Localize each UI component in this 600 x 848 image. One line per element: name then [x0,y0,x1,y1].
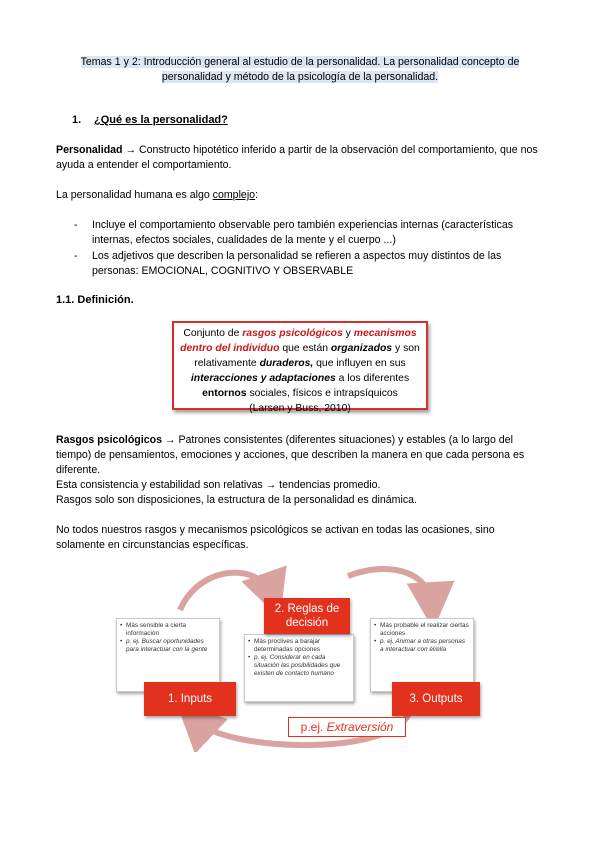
complex-suffix: : [255,189,259,201]
card-line: • Más sensible a cierta información [120,622,216,638]
section-1-title: ¿Qué es la personalidad? [94,114,228,126]
section-1-heading [72,114,228,126]
personalidad-term: Personalidad [56,144,123,156]
card-line: • p. ej. Considerar en cada situación las posibilidades que existen de contacto humano [248,654,350,678]
list-item [56,218,546,248]
closing-paragraph: No todos nuestros rasgos y mecanismos psicológicos se activan en todas las ocasiones, sino solamente en circunstancias específicas. [56,524,495,551]
inputs-label-box: 1. Inputs [144,682,236,716]
def-part: y son relativamente [194,343,420,369]
def-part: y [342,328,354,339]
def-part: que influyen en sus [313,358,406,369]
personalidad-definition [56,143,546,173]
outputs-card [370,618,474,692]
list-item [56,249,546,279]
def-highlight: rasgos psicológicos [242,328,343,339]
rasgos-term: Rasgos psicológicos [56,434,162,446]
section-1-1-heading: 1.1. Definición. [56,294,134,306]
bullet-dash: - [74,250,78,262]
def-emphasis: duraderos, [259,358,314,369]
arrow-top-right [348,569,432,606]
def-part: a los diferentes [335,373,410,384]
complex-prefix: La personalidad humana es algo [56,189,213,201]
arrow-top-left [180,573,272,610]
personalidad-text: → Constructo hipotético inferido a partir de la observación del comportamiento, que nos ayuda a entender el comportamiento. [56,144,538,171]
def-highlight: mecanismos dentro del individuo [180,328,417,354]
bullet-text: Incluye el comportamiento observable pero también experiencias internas (características internas, efectos sociales, cualidades de la mente y el cuerpo ...) [92,219,514,246]
personality-bullets [56,218,546,280]
section-1-number: 1. [72,114,82,126]
rasgos-text: → Patrones consistentes (diferentes situaciones) y estables (a lo largo del tiempo) de pensamientos, emociones y acciones, que describen la manera en que cada persona es diferente. [56,434,525,476]
bullet-text: Los adjetivos que describen la personalidad se refieren a aspectos muy distintos de las personas: EMOCIONAL, COGNITIVO Y OBSERVABLE [92,250,502,277]
def-emphasis: interacciones y adaptaciones [190,373,336,384]
def-part: Conjunto de [183,328,243,339]
def-emphasis: organizados [330,343,393,354]
complex-word: complejo [212,189,256,201]
outputs-label-box: 3. Outputs [392,682,480,716]
example-prefix: p.ej. [300,720,327,734]
card-line: • Más probable el realizar ciertas acciones [374,622,470,638]
rules-label-box: 2. Reglas de decisión [264,598,350,634]
definition-box [172,321,428,414]
example-label [288,717,406,737]
def-part: sociales, físicos e intrapsíquicos [246,388,398,399]
card-line: • p. ej. Buscar oportunidades para interactuar con la gente [120,638,216,654]
title-line-1: Temas 1 y 2: Introducción general al estudio de la personalidad. La personalidad concepto de [80,56,520,68]
card-line: • Más proclives a barajar determinadas opciones [248,638,350,654]
document-title [56,55,544,85]
bullet-dash: - [74,219,78,231]
rasgos-line-3: Rasgos solo son disposiciones, la estructura de la personalidad es dinámica. [56,494,417,506]
definition-citation: (Larsen y Buss, 2010) [249,403,351,414]
inputs-card [116,618,220,692]
def-emphasis: entornos [202,388,247,399]
title-line-2: personalidad y método de la psicología de la personalidad. [161,71,439,83]
example-word: Extraversión [326,720,394,734]
rasgos-line-2: Esta consistencia y estabilidad son relativas → tendencias promedio. [56,479,381,491]
rules-card [244,634,354,702]
def-part: que están [279,343,331,354]
complex-sentence [56,188,546,203]
rasgos-paragraph [56,433,546,508]
personality-process-diagram [110,562,490,752]
card-line: • p. ej. Animar a otras personas a interactuar con él/ella [374,638,470,654]
